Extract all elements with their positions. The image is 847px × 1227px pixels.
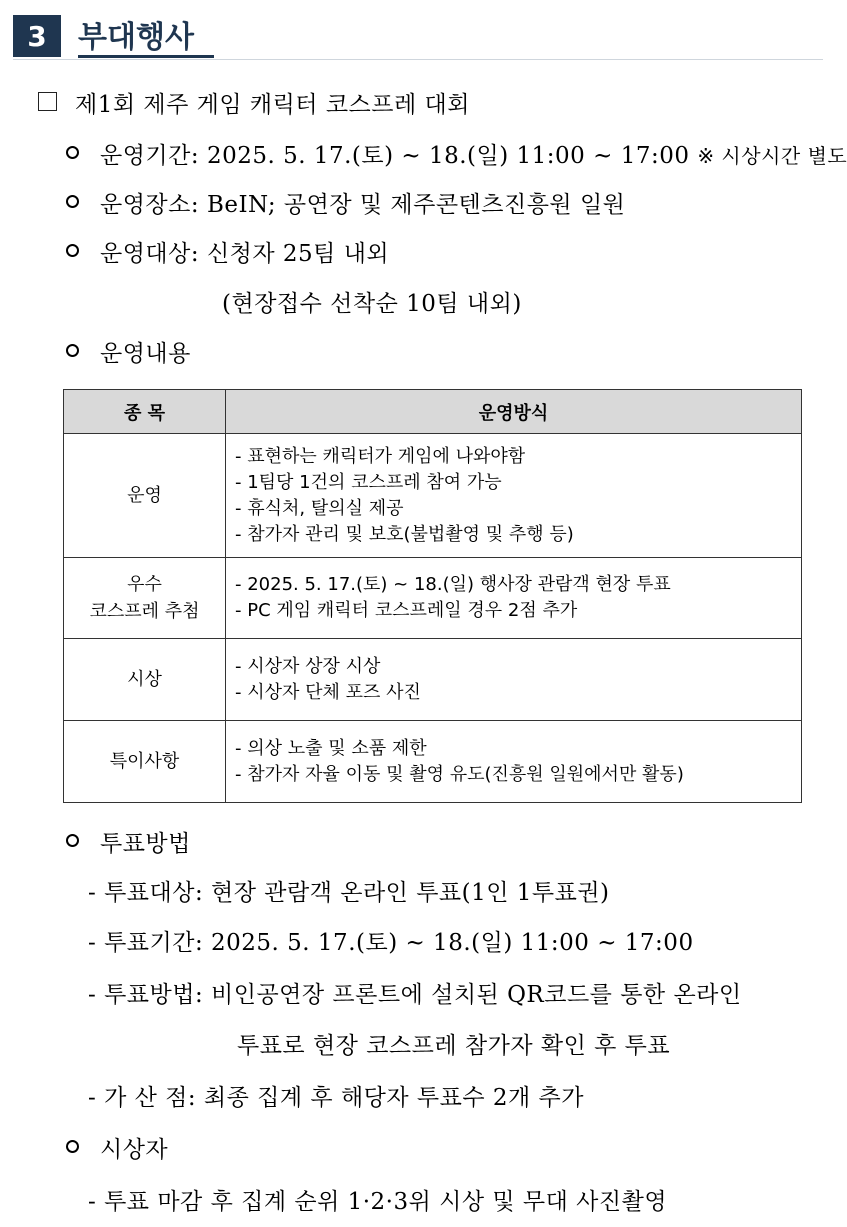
period-note: ※ 시상시간 별도 bbox=[697, 144, 847, 168]
circle-bullet-icon bbox=[66, 195, 79, 208]
list-item: - 의상 노출 및 소품 제한 bbox=[235, 737, 427, 759]
voting-item: - 투표기간: 2025. 5. 17.(토) ~ 18.(일) 11:00 ~ 17:00 bbox=[88, 930, 694, 956]
target-label: 운영대상: bbox=[100, 241, 200, 267]
list-item: - 시상자 상장 시상 bbox=[235, 655, 381, 677]
row-category bbox=[64, 639, 226, 721]
row-category bbox=[64, 434, 226, 558]
table-header-method: 운영방식 bbox=[226, 390, 802, 434]
circle-bullet-icon bbox=[66, 1140, 79, 1153]
list-item: - 휴식처, 탈의실 제공 bbox=[235, 497, 404, 519]
event-title: 제1회 제주 게임 캐릭터 코스프레 대회 bbox=[75, 92, 470, 118]
table-row bbox=[64, 721, 802, 803]
operation-table bbox=[63, 389, 802, 803]
row-description bbox=[226, 721, 802, 803]
checkbox-bullet-icon bbox=[38, 92, 57, 111]
category-text: 우수 bbox=[127, 574, 162, 595]
target-value: 신청자 25팀 내외 bbox=[206, 241, 390, 267]
voting-item: - 가 산 점: 최종 집계 후 해당자 투표수 2개 추가 bbox=[88, 1085, 584, 1111]
list-item: - 1팀당 1건의 코스프레 참여 가능 bbox=[235, 471, 502, 493]
section-number-badge: 3 bbox=[13, 15, 61, 57]
category-text: 코스프레 추첨 bbox=[89, 601, 200, 622]
row-description bbox=[226, 434, 802, 558]
list-item: - PC 게임 캐릭터 코스프레일 경우 2점 추가 bbox=[235, 600, 578, 621]
category-text: 시상 bbox=[127, 669, 162, 690]
table-row bbox=[64, 558, 802, 639]
table-header-row bbox=[64, 390, 802, 434]
voting-item: - 투표대상: 현장 관람객 온라인 투표(1인 1투표권) bbox=[88, 880, 610, 906]
row-category bbox=[64, 721, 226, 803]
target-line bbox=[100, 235, 389, 268]
row-description bbox=[226, 558, 802, 639]
table-header-category: 종 목 bbox=[64, 390, 226, 434]
content-label: 운영내용 bbox=[100, 341, 191, 367]
header-divider bbox=[13, 59, 823, 60]
table-row bbox=[64, 639, 802, 721]
voting-item-continued: 투표로 현장 코스프레 참가자 확인 후 투표 bbox=[237, 1033, 671, 1059]
section-title-underline bbox=[78, 55, 214, 58]
table-row bbox=[64, 434, 802, 558]
period-line bbox=[100, 137, 847, 170]
period-value: 2025. 5. 17.(토) ~ 18.(일) 11:00 ~ 17:00 bbox=[206, 143, 690, 169]
period-label: 운영기간: bbox=[100, 143, 200, 169]
list-item: - 참가자 관리 및 보호(불법촬영 및 추행 등) bbox=[235, 523, 574, 545]
list-item: - 시상자 단체 포즈 사진 bbox=[235, 681, 421, 703]
award-item: - 투표 마감 후 집계 순위 1·2·3위 시상 및 무대 사진촬영 bbox=[88, 1189, 668, 1215]
list-item: - 표현하는 캐릭터가 게임에 나와야함 bbox=[235, 445, 526, 467]
section-title: 부대행사 bbox=[78, 20, 194, 55]
venue-value: BeIN; 공연장 및 제주콘텐츠진흥원 일원 bbox=[206, 192, 626, 218]
venue-label: 운영장소: bbox=[100, 192, 200, 218]
voting-label: 투표방법 bbox=[100, 831, 191, 857]
circle-bullet-icon bbox=[66, 344, 79, 357]
list-item: - 참가자 자율 이동 및 촬영 유도(진흥원 일원에서만 활동) bbox=[235, 763, 684, 785]
circle-bullet-icon bbox=[66, 244, 79, 257]
award-label: 시상자 bbox=[100, 1137, 169, 1163]
row-description bbox=[226, 639, 802, 721]
category-text: 특이사항 bbox=[109, 751, 180, 772]
target-sub: (현장접수 선착순 10팀 내외) bbox=[222, 291, 522, 317]
voting-item: - 투표방법: 비인공연장 프론트에 설치된 QR코드를 통한 온라인 bbox=[88, 982, 742, 1008]
list-item: - 2025. 5. 17.(토) ~ 18.(일) 행사장 관람객 현장 투표 bbox=[235, 574, 671, 595]
circle-bullet-icon bbox=[66, 834, 79, 847]
category-text: 운영 bbox=[127, 485, 162, 506]
venue-line bbox=[100, 186, 625, 219]
circle-bullet-icon bbox=[66, 146, 79, 159]
row-category bbox=[64, 558, 226, 639]
